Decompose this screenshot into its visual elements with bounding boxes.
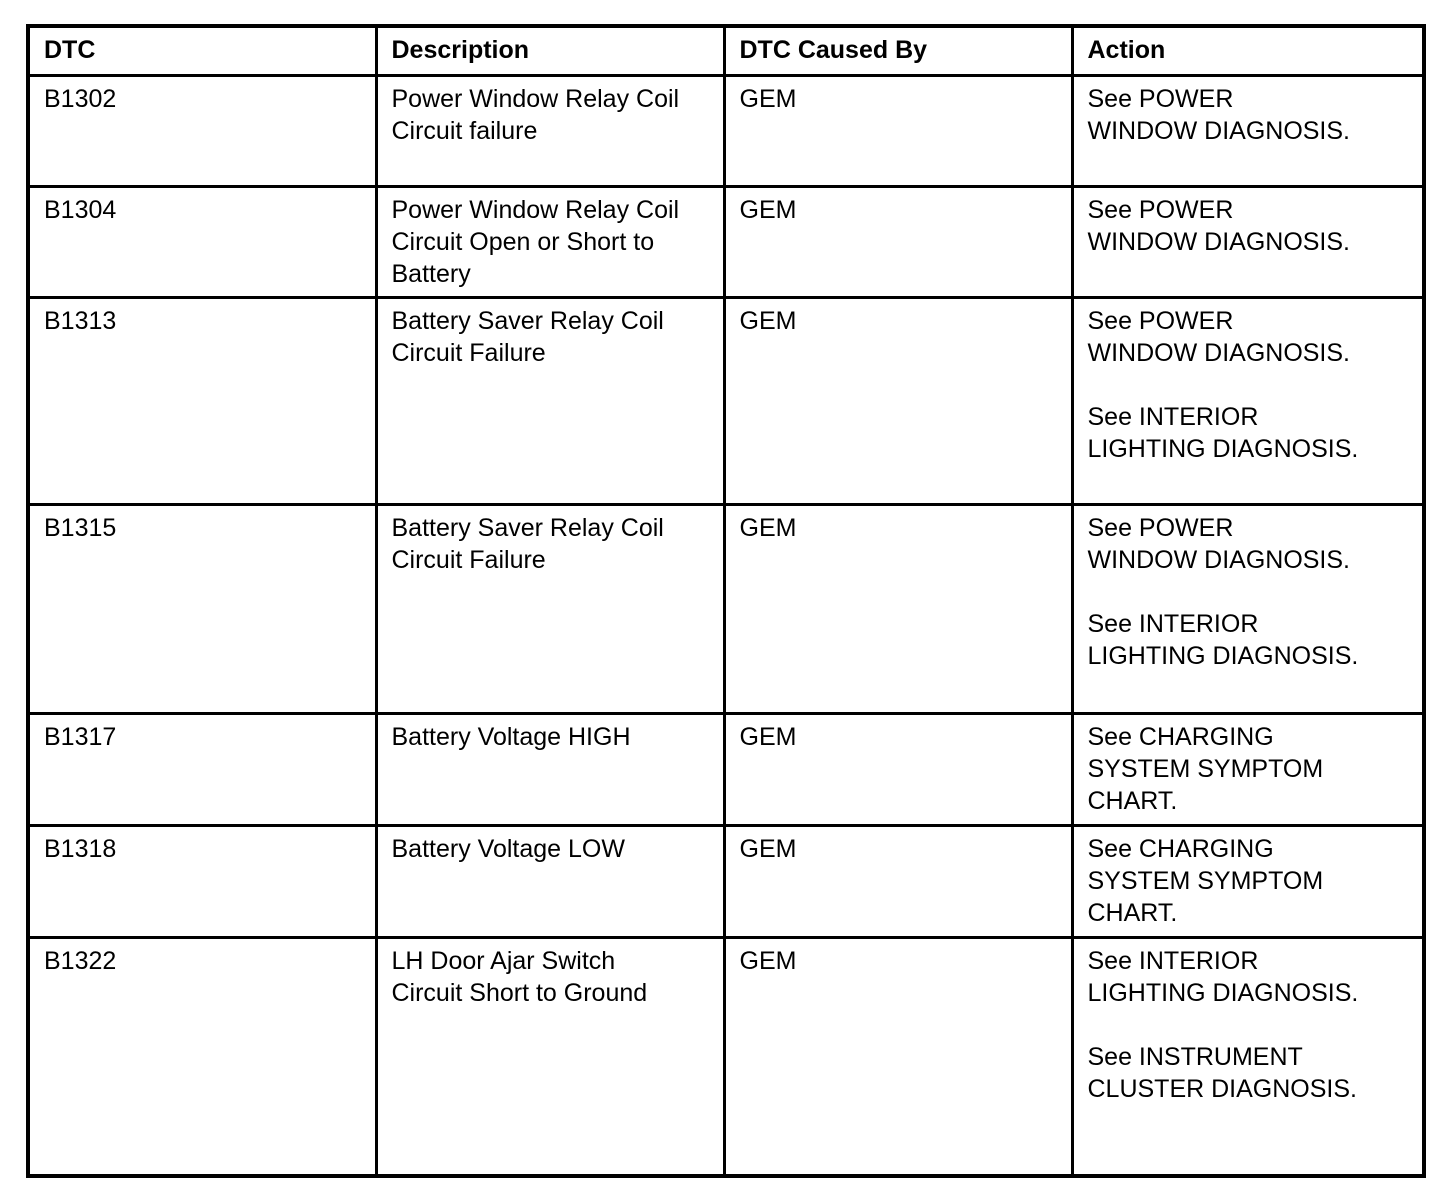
action-line: See INSTRUMENT (1087, 1042, 1303, 1071)
dtc-caused-by: GEM (724, 504, 1072, 713)
action-line: See POWER (1087, 84, 1234, 113)
description-line: Battery Voltage LOW (391, 834, 625, 863)
action-line: WINDOW DIAGNOSIS. (1087, 227, 1350, 256)
dtc-table (26, 24, 1426, 1178)
action-line: See INTERIOR (1087, 946, 1259, 975)
header-row (28, 26, 1424, 75)
action-paragraph (1088, 305, 1411, 369)
action-paragraph (1088, 608, 1411, 672)
table-row (28, 937, 1424, 1176)
action-paragraph (1088, 512, 1411, 576)
dtc-description (376, 937, 724, 1176)
action-paragraph (1088, 1041, 1411, 1105)
description-line: Circuit Failure (391, 338, 546, 367)
action-line: LIGHTING DIAGNOSIS. (1087, 641, 1359, 670)
table-body (28, 75, 1424, 1176)
header-caused-by: DTC Caused By (724, 26, 1072, 75)
action-line: See CHARGING (1087, 722, 1274, 751)
action-line: See POWER (1087, 306, 1234, 335)
dtc-code: B1318 (28, 825, 376, 937)
action-line: See POWER (1087, 195, 1234, 224)
description-line: Circuit Short to Ground (391, 978, 648, 1007)
action-line: WINDOW DIAGNOSIS. (1087, 338, 1350, 367)
action-line: SYSTEM SYMPTOM (1087, 754, 1324, 783)
table-row (28, 825, 1424, 937)
description-line: LH Door Ajar Switch (391, 946, 616, 975)
description-line: Battery Voltage HIGH (391, 722, 631, 751)
action-line: LIGHTING DIAGNOSIS. (1087, 978, 1359, 1007)
description-line: Circuit Failure (391, 545, 546, 574)
dtc-caused-by: GEM (724, 937, 1072, 1176)
description-line: Power Window Relay Coil (391, 84, 680, 113)
description-line: Circuit failure (391, 116, 538, 145)
dtc-code: B1317 (28, 713, 376, 825)
action-line: See POWER (1087, 513, 1234, 542)
action-line: CLUSTER DIAGNOSIS. (1087, 1074, 1357, 1103)
header-action: Action (1072, 26, 1424, 75)
table-row (28, 297, 1424, 504)
dtc-description (376, 825, 724, 937)
dtc-action (1072, 713, 1424, 825)
action-paragraph (1088, 194, 1411, 258)
dtc-code: B1302 (28, 75, 376, 186)
description-line: Power Window Relay Coil (391, 195, 680, 224)
dtc-description (376, 75, 724, 186)
dtc-caused-by: GEM (724, 75, 1072, 186)
dtc-action (1072, 937, 1424, 1176)
dtc-code: B1304 (28, 186, 376, 297)
description-line: Circuit Open or Short to (391, 227, 655, 256)
dtc-description (376, 186, 724, 297)
action-paragraph (1088, 83, 1411, 147)
table-row (28, 75, 1424, 186)
dtc-caused-by: GEM (724, 186, 1072, 297)
dtc-description (376, 504, 724, 713)
dtc-caused-by: GEM (724, 825, 1072, 937)
dtc-action (1072, 75, 1424, 186)
action-line: WINDOW DIAGNOSIS. (1087, 116, 1350, 145)
action-line: CHART. (1087, 786, 1178, 815)
dtc-action (1072, 297, 1424, 504)
action-line: WINDOW DIAGNOSIS. (1087, 545, 1350, 574)
dtc-code: B1315 (28, 504, 376, 713)
action-line: SYSTEM SYMPTOM (1087, 866, 1324, 895)
table-row (28, 186, 1424, 297)
description-line: Battery Saver Relay Coil (391, 513, 664, 542)
action-line: LIGHTING DIAGNOSIS. (1087, 434, 1359, 463)
action-line: See INTERIOR (1087, 609, 1259, 638)
action-line: See INTERIOR (1087, 402, 1259, 431)
dtc-action (1072, 825, 1424, 937)
table-row (28, 713, 1424, 825)
dtc-action (1072, 504, 1424, 713)
dtc-code: B1313 (28, 297, 376, 504)
action-line: See CHARGING (1087, 834, 1274, 863)
table-row (28, 504, 1424, 713)
action-paragraph (1088, 401, 1411, 465)
dtc-description (376, 297, 724, 504)
dtc-description (376, 713, 724, 825)
description-line: Battery (391, 259, 471, 288)
action-paragraph (1088, 945, 1411, 1009)
dtc-code: B1322 (28, 937, 376, 1176)
dtc-caused-by: GEM (724, 297, 1072, 504)
dtc-action (1072, 186, 1424, 297)
action-paragraph (1088, 721, 1411, 817)
header-description: Description (376, 26, 724, 75)
description-line: Battery Saver Relay Coil (391, 306, 664, 335)
header-dtc: DTC (28, 26, 376, 75)
action-paragraph (1088, 833, 1411, 929)
action-line: CHART. (1087, 898, 1178, 927)
dtc-caused-by: GEM (724, 713, 1072, 825)
